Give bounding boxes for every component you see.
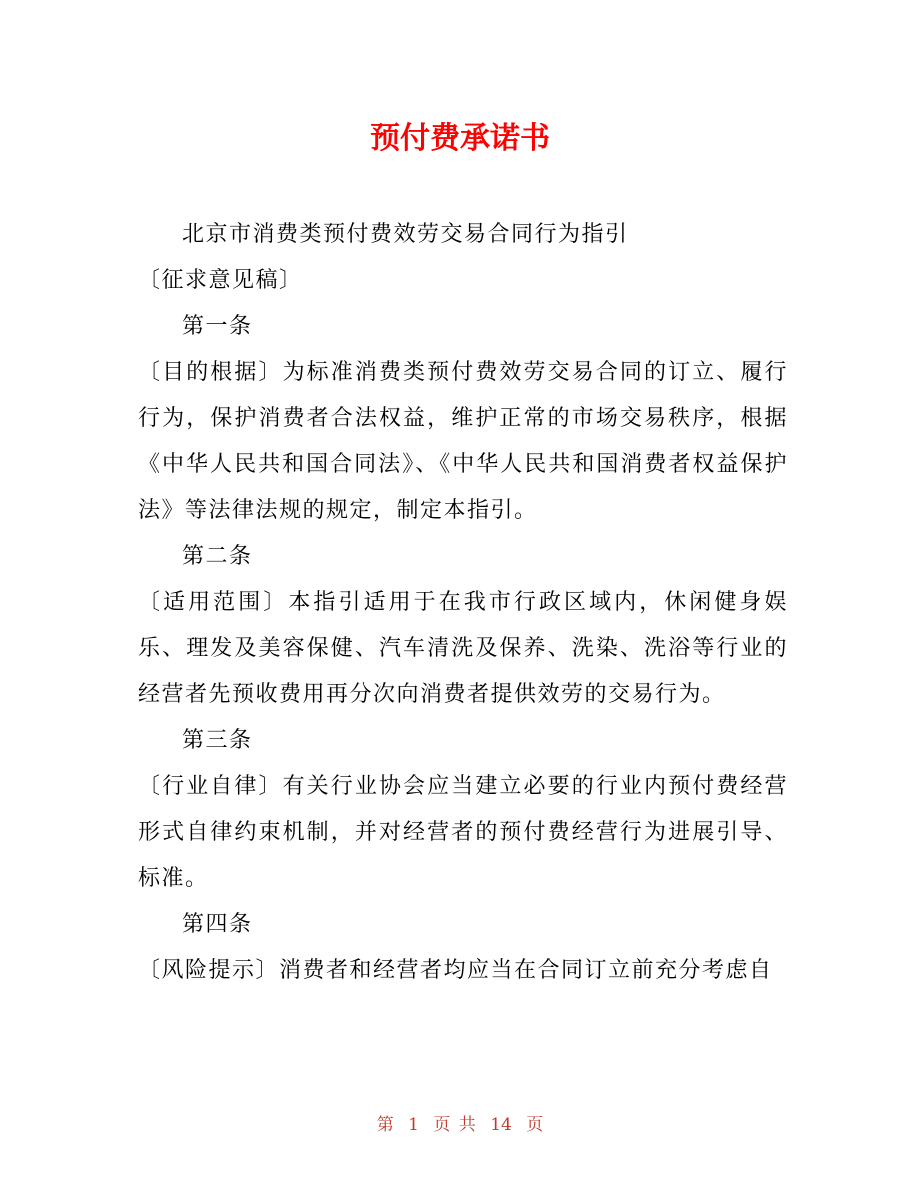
- page-footer: [0, 1110, 920, 1140]
- article-4-heading: 第四条: [182, 912, 253, 937]
- draft-note: 〔征求意见稿〕: [138, 268, 303, 293]
- article-2-body: 〔适用范围〕本指引适用于在我市行政区域内，休闲健身娱乐、理发及美容保健、汽车清洗及保养、洗染、洗浴等行业的经营者先预收费用再分次向消费者提供效劳的交易行为。: [138, 590, 788, 707]
- article-3-body: 〔行业自律〕有关行业协会应当建立必要的行业内预付费经营形式自律约束机制，并对经营者的预付费经营行为进展引导、标准。: [138, 774, 788, 891]
- footer-page-number: 1: [408, 1115, 419, 1135]
- footer-page-prefix: 第: [376, 1115, 394, 1135]
- guideline-heading: 北京市消费类预付费效劳交易合同行为指引: [182, 222, 629, 247]
- document-body: [138, 212, 788, 994]
- footer-page-suffix: 页: [526, 1115, 544, 1135]
- footer-page-total: 14: [490, 1115, 512, 1135]
- document-title: 预付费承诺书: [370, 121, 550, 156]
- footer-page-mid: 页 共: [433, 1115, 476, 1135]
- article-2-heading: 第二条: [182, 544, 253, 569]
- article-3-heading: 第三条: [182, 728, 253, 753]
- article-4-body: 〔风险提示〕消费者和经营者均应当在合同订立前充分考虑自: [138, 958, 773, 983]
- article-1-heading: 第一条: [182, 314, 253, 339]
- article-1-body: 〔目的根据〕为标准消费类预付费效劳交易合同的订立、履行行为，保护消费者合法权益，维护正常的市场交易秩序，根据《中华人民共和国合同法》、《中华人民共和国消费者权益保护法》等法律法规的规定，制定本指引。: [138, 360, 788, 523]
